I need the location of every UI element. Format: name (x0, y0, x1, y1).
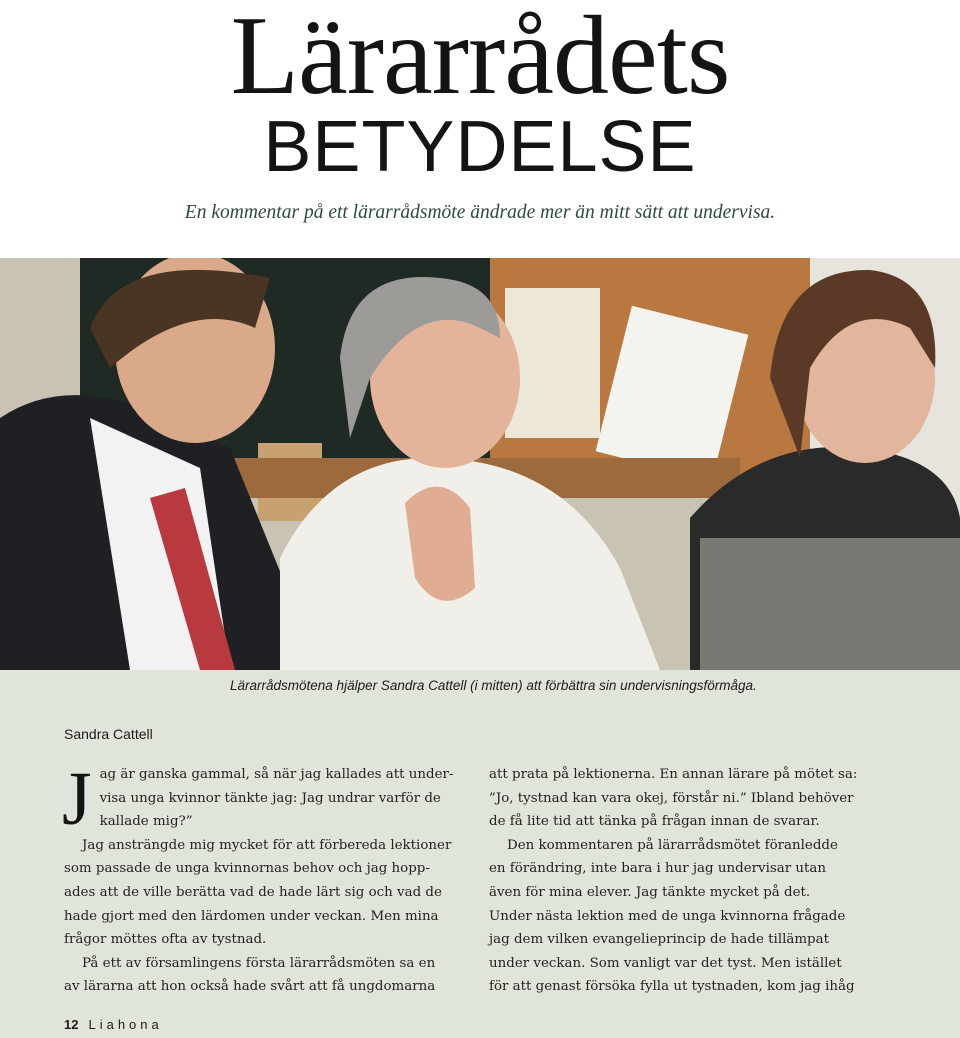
article-column-right (489, 763, 889, 999)
text-line: en förändring, inte bara i hur jag undervisar utan (489, 861, 826, 877)
magazine-name: Liahona (88, 1017, 163, 1032)
drop-cap: J (62, 757, 92, 841)
text-line: de få lite tid att tänka på frågan innan de svarar. (489, 814, 820, 830)
text-line: som passade de unga kvinnornas behov och jag hopp- (64, 861, 430, 877)
text-line: frågor möttes ofta av tystnad. (64, 932, 267, 948)
text-line: ades att de ville berätta vad de hade lärt sig och vad de (64, 884, 442, 900)
paragraph-1 (62, 757, 464, 841)
text-line: Den kommentaren på lärarrådsmötet föranledde (507, 837, 838, 853)
text-line: även för mina elever. Jag tänkte mycket på det. (489, 884, 811, 900)
article-photo (0, 258, 960, 670)
photo-caption: Lärarrådsmötena hjälper Sandra Cattell (i mitten) att förbättra sin undervisningsförmåga. (230, 678, 757, 693)
page-footer (64, 1017, 163, 1032)
text-line: att prata på lektionerna. En annan lärare på mötet sa: (489, 767, 858, 782)
text-line: av lärarna att hon också hade svårt att få ungdomarna (64, 979, 436, 995)
page-number: 12 (64, 1017, 79, 1032)
text-line: Jag ansträngde mig mycket för att förbereda lektioner (82, 837, 452, 853)
text-line: jag dem vilken evangelieprincip de hade tillämpat (489, 932, 829, 948)
paragraph-2 (64, 834, 464, 952)
text-line: ag är ganska gammal, så när jag kallades att under- (99, 767, 454, 782)
text-line: Under nästa lektion med de unga kvinnorna frågade (489, 908, 846, 924)
text-line: för att genast försöka fylla ut tystnaden, kom jag ihåg (489, 979, 855, 995)
text-line: visa unga kvinnor tänkte jag: Jag undrar varför de (99, 790, 441, 806)
page-title: Lärarrådets (230, 0, 730, 118)
text-line: hade gjort med den lärdomen under veckan. Men mina (64, 908, 439, 924)
text-line: under veckan. Som vanligt var det tyst. Men istället (489, 955, 842, 971)
paragraph-5 (489, 834, 889, 999)
text-line: På ett av församlingens första lärarrådsmöten sa en (82, 955, 436, 971)
paragraph-4 (489, 763, 889, 834)
paragraph-3 (64, 952, 464, 999)
photo-illustration (0, 258, 960, 670)
page-subtitle: BETYDELSE (263, 107, 697, 187)
text-line: kallade mig?” (99, 814, 193, 830)
text-line: ”Jo, tystnad kan vara okej, förstår ni.” Ibland behöver (489, 790, 854, 806)
author-byline: Sandra Cattell (64, 726, 153, 742)
article-column-left (62, 757, 464, 999)
deck-text: En kommentar på ett lärarrådsmöte ändrade mer än mitt sätt att undervisa. (184, 202, 776, 223)
